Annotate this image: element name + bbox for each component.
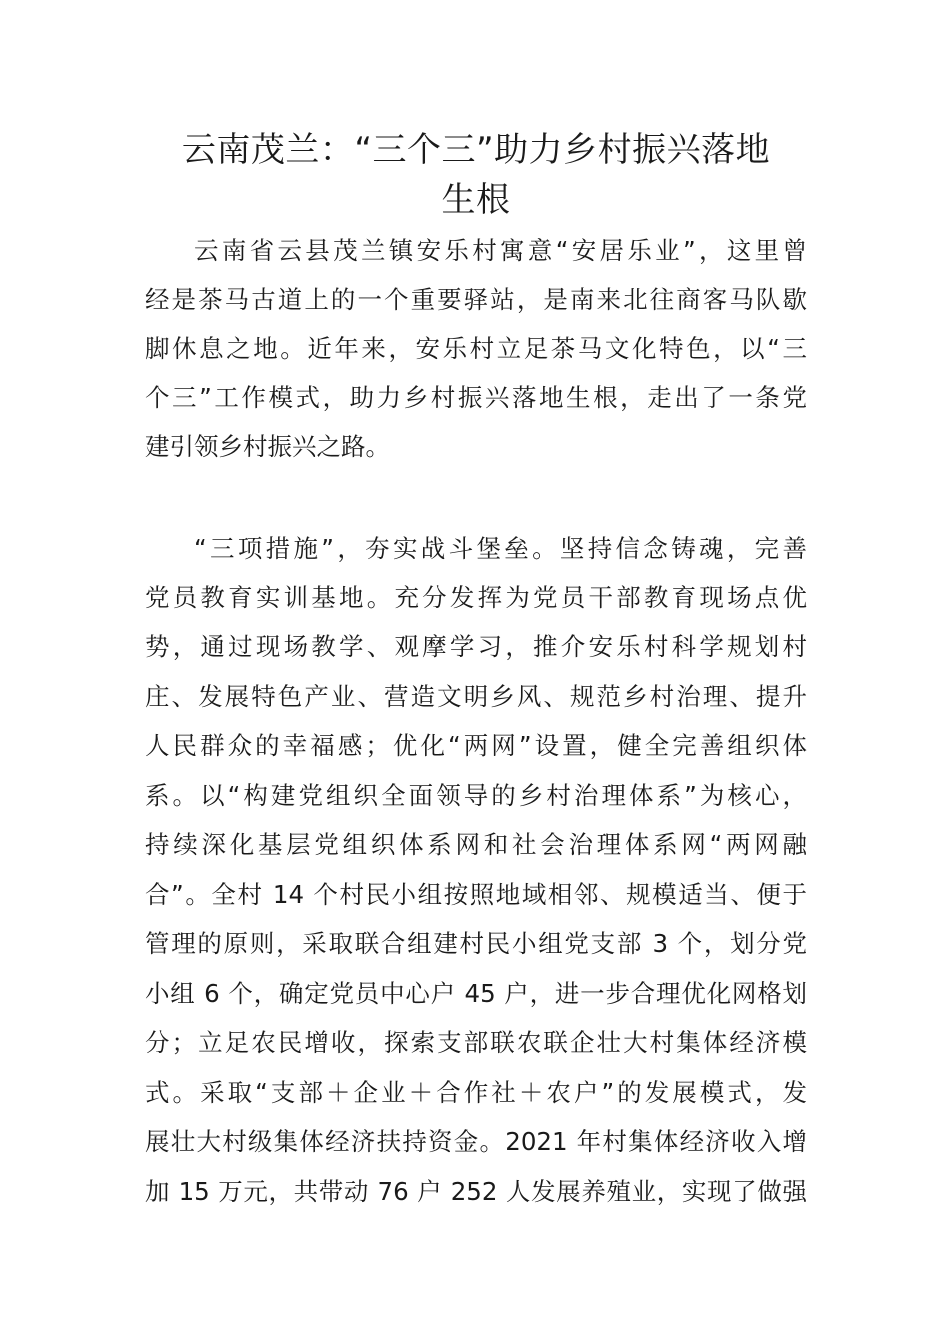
paragraph-line: 展壮大村级集体经济扶持资金。2021 年村集体经济收入增 xyxy=(145,1127,807,1156)
document-title-line-2: 生根 xyxy=(441,180,511,220)
paragraph-line: 建引领乡村振兴之路。 xyxy=(145,432,390,461)
paragraph-line: “三项措施”，夯实战斗堡垒。坚持信念铸魂，完善 xyxy=(194,534,807,563)
paragraph-line: 党员教育实训基地。充分发挥为党员干部教育现场点优 xyxy=(145,583,807,612)
paragraph-line: 持续深化基层党组织体系网和社会治理体系网“两网融 xyxy=(145,830,807,859)
paragraph-line: 势，通过现场教学、观摩学习，推介安乐村科学规划村 xyxy=(145,632,807,661)
paragraph-line: 个三”工作模式，助力乡村振兴落地生根，走出了一条党 xyxy=(145,383,807,412)
paragraph-line: 合”。全村 14 个村民小组按照地域相邻、规模适当、便于 xyxy=(145,880,807,909)
paragraph-line: 云南省云县茂兰镇安乐村寓意“安居乐业”，这里曾 xyxy=(194,236,807,265)
paragraph-line: 庄、发展特色产业、营造文明乡风、规范乡村治理、提升 xyxy=(145,682,807,711)
paragraph-line: 分；立足农民增收，探索支部联农联企壮大村集体经济模 xyxy=(145,1028,807,1057)
document-title-line-1: 云南茂兰：“三个三”助力乡村振兴落地 xyxy=(181,130,771,170)
paragraph-line: 经是茶马古道上的一个重要驿站，是南来北往商客马队歇 xyxy=(145,285,807,314)
paragraph-line: 小组 6 个，确定党员中心户 45 户，进一步合理优化网格划 xyxy=(145,979,807,1008)
paragraph-line: 加 15 万元，共带动 76 户 252 人发展养殖业，实现了做强 xyxy=(145,1177,807,1206)
paragraph-line: 人民群众的幸福感；优化“两网”设置，健全完善组织体 xyxy=(145,731,807,760)
paragraph-line: 式。采取“支部＋企业＋合作社＋农户”的发展模式，发 xyxy=(145,1078,807,1107)
paragraph-line: 脚休息之地。近年来，安乐村立足茶马文化特色，以“三 xyxy=(145,334,807,363)
paragraph-line: 管理的原则，采取联合组建村民小组党支部 3 个，划分党 xyxy=(145,929,807,958)
paragraph-line: 系。以“构建党组织全面领导的乡村治理体系”为核心， xyxy=(145,781,807,810)
